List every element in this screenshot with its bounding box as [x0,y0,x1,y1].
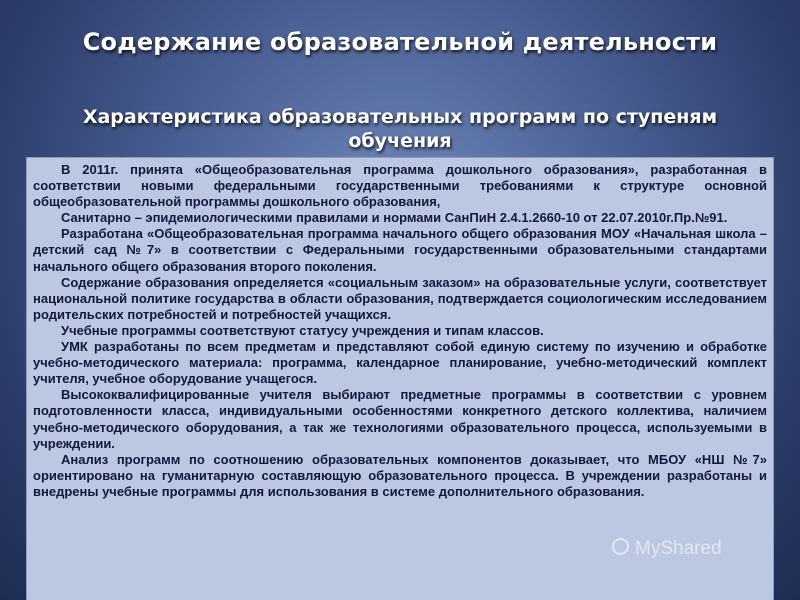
paragraph-teachers: Высококвалифицированные учителя выбирают предметные программы в соответствии с уровнем подготовленности класса, индивидуальными особенностями конкретного детского коллектива, наличием учебно-методического оборудования, а так же технологиями образовательного процесса, используемыми в учреждении. [33,387,767,451]
watermark-text: MyShared [635,538,722,559]
paragraph-analysis: Анализ программ по соотношению образовательных компонентов доказывает, что МБОУ «НШ №7» ориентировано на гуманитарную составляющую образовательного процесса. В учреждении разработаны и внедрены учебные программы для использования в системе дополнительного образования. [33,451,767,499]
paragraph-umk: УМК разработаны по всем предметам и представляют собой единую систему по изучению и обработке учебно-методического материала: программа, календарное планирование, учебно-методический комплект учителя, учебное оборудование учащегося. [33,339,767,387]
paragraph-primary-program: Разработана «Общеобразовательная программа начального общего образования МОУ «Начальная школа – детский сад №7» в соответствии с Федеральными государственными образовательными стандартами начального общего образования второго поколения. [33,226,767,274]
paragraph-preschool-program: В 2011г. принята «Общеобразовательная программа дошкольного образования», разработанная в соответствии новыми федеральными государственными требованиями к структуре основной общеобразовательной программы дошкольного образования, [33,162,767,210]
watermark-logo-icon [612,538,629,555]
content-box [26,157,774,600]
paragraph-sanpin: Санитарно – эпидемиологическими правилами и нормами СанПиН 2.4.1.2660-10 от 22.07.2010г.Пр.№91. [61,210,728,226]
slide-subtitle: Характеристика образовательных программ по ступеням обучения [82,106,718,152]
watermark [612,538,722,560]
paragraph-social-order: Содержание образования определяется «социальным заказом» на образовательные услуги, соответствует национальной политике государства в области образования, подтверждается социологическим исследованием родительских потребностей и потребностей учащихся. [33,274,767,322]
slide-title: Содержание образовательной деятельности [82,28,718,56]
paragraph-curricula-status: Учебные программы соответствуют статусу учреждения и типам классов. [61,322,544,338]
